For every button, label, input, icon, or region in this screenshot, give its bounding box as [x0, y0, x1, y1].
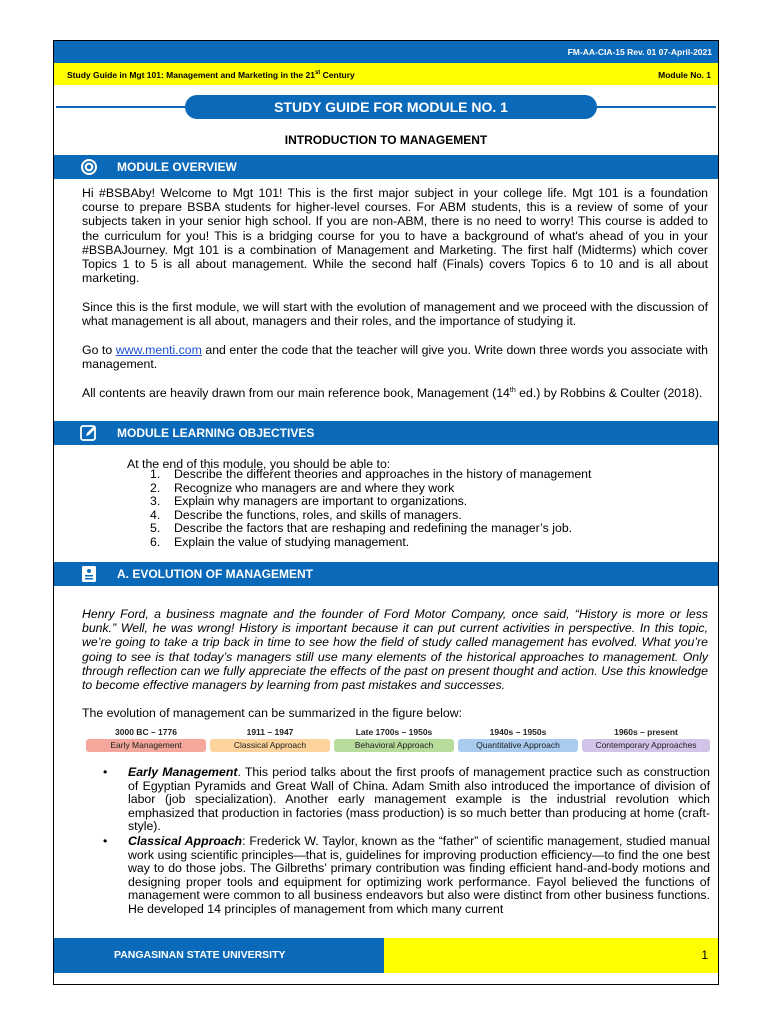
target-icon — [80, 158, 98, 176]
list-item: • Early Management. This period talks about the first proofs of management practice such as construction of Egyptian Pyramids and Great Wall of China. Adam Smith also introduced the importance of division of labor (job specialization). Another early management example is the industrial revolution which emphasized that production in factories (mass production) is so much better than producing at home (craft-style). — [103, 765, 710, 834]
list-item: 1. Describe the different theories and approaches in the history of management — [150, 467, 592, 481]
module-number: Module No. 1 — [658, 70, 711, 80]
menti-link[interactable]: www.menti.com — [115, 343, 202, 357]
timeline-item: Late 1700s – 1950s Behavioral Approach — [334, 727, 454, 752]
bullet-icon: • — [103, 765, 108, 779]
page-footer — [54, 938, 718, 973]
footer-blue-block — [54, 938, 384, 973]
form-code: FM-AA-CIA-15 Rev. 01 07-April-2021 — [567, 47, 712, 57]
section-title-objectives: MODULE LEARNING OBJECTIVES — [117, 426, 315, 440]
evolution-intro-quote: Henry Ford, a business magnate and the founder of Ford Motor Company, once said, “History is more or less bunk.” Well, he was wrong! History is important because it can put current activities in perspective. In this topic, we’re going to take a trip back in time to see how the field of study called management has evolved. What you’re going to see is that today’s managers still use many elements of the historical approaches to management. Only through reflection can we fully appreciate the effects of the past on present thought and action. Use this knowledge to become effective managers by learning from past mistakes and successes. — [82, 607, 708, 693]
timeline-item: 1940s – 1950s Quantitative Approach — [458, 727, 578, 752]
objectives-intro: At the end of this module, you should be able to: — [127, 457, 391, 471]
list-item: 6. Explain the value of studying management. — [150, 534, 410, 549]
section-title-evolution: A. EVOLUTION OF MANAGEMENT — [117, 567, 313, 581]
page-number: 1 — [701, 948, 708, 962]
timeline-item: 1911 – 1947 Classical Approach — [210, 727, 330, 752]
overview-paragraph-4: All contents are heavily drawn from our main reference book, Management (14th ed.) by Robbins & Coulter (2018). — [82, 386, 703, 401]
objectives-list — [150, 468, 591, 549]
list-item: 3. Explain why managers are important to organizations. — [150, 494, 468, 508]
list-item: 4. Describe the functions, roles, and skills of managers. — [150, 507, 462, 522]
section-header-evolution — [54, 562, 718, 586]
overview-paragraph-3: Go to www.menti.com and enter the code that the teacher will give you. Write down three words you associate with management. — [82, 343, 708, 372]
course-title: Study Guide in Mgt 101: Management and Marketing in the 21st Century — [67, 70, 355, 80]
timeline-item: 1960s – present Contemporary Approaches — [582, 727, 710, 752]
overview-paragraph-2: Since this is the first module, we will start with the evolution of management and we proceed with the discussion of what management is all about, managers and their roles, and the importance of studying it. — [82, 300, 708, 329]
page-subtitle: INTRODUCTION TO MANAGEMENT — [284, 133, 488, 147]
evolution-timeline — [86, 727, 710, 757]
course-bar — [54, 63, 718, 85]
section-header-overview — [54, 155, 718, 179]
section-header-objectives — [54, 421, 718, 445]
document-icon — [80, 565, 98, 583]
header-bar — [54, 41, 718, 63]
bullet-icon: • — [103, 833, 108, 848]
list-item: • Classical Approach: Frederick W. Taylor, known as the “father” of scientific management, studied manual work using scientific principles—that is, guidelines for improving production efficiency—to find the one best way to do those jobs. The Gilbreths’ primary contribution was finding efficient hand-and-body motions and designing proper tools and equipment for optimizing work performance. Fayol believed the functions of management were common to all business endeavors but also were distinct from other business functions. He developed 14 principles of management from which many current — [103, 833, 710, 916]
section-title-overview: MODULE OVERVIEW — [117, 160, 237, 174]
edit-icon — [80, 424, 98, 442]
footer-yellow-block — [384, 938, 718, 973]
evolution-summary: The evolution of management can be summarized in the figure below: — [82, 706, 463, 720]
approach-list — [100, 766, 710, 918]
timeline-item: 3000 BC – 1776 Early Management — [86, 727, 206, 752]
page-title: STUDY GUIDE FOR MODULE NO. 1 — [185, 95, 597, 119]
list-item: 5. Describe the factors that are reshaping and redefining the manager’s job. — [150, 521, 573, 535]
overview-paragraph-1: Hi #BSBAby! Welcome to Mgt 101! This is the first major subject in your college life. Mgt 101 is a foundation course to prepare BSBA students for higher-level courses. For ABM students, this is a review of some of your subjects taken in your senior high school. If you are non-ABM, there is no need to worry! This course is added to the curriculum for you! This is a bridging course for you to have a background of what's ahead of you in your #BSBAJourney. Mgt 101 is a combination of Management and Marketing. The first half (Midterms) which cover Topics 1 to 5 is all about management. While the second half (Finals) covers Topics 6 to 10 and is all about marketing. — [82, 186, 708, 286]
list-item: 2. Recognize who managers are and where they work — [150, 480, 455, 495]
university-name: PANGASINAN STATE UNIVERSITY — [114, 949, 286, 961]
